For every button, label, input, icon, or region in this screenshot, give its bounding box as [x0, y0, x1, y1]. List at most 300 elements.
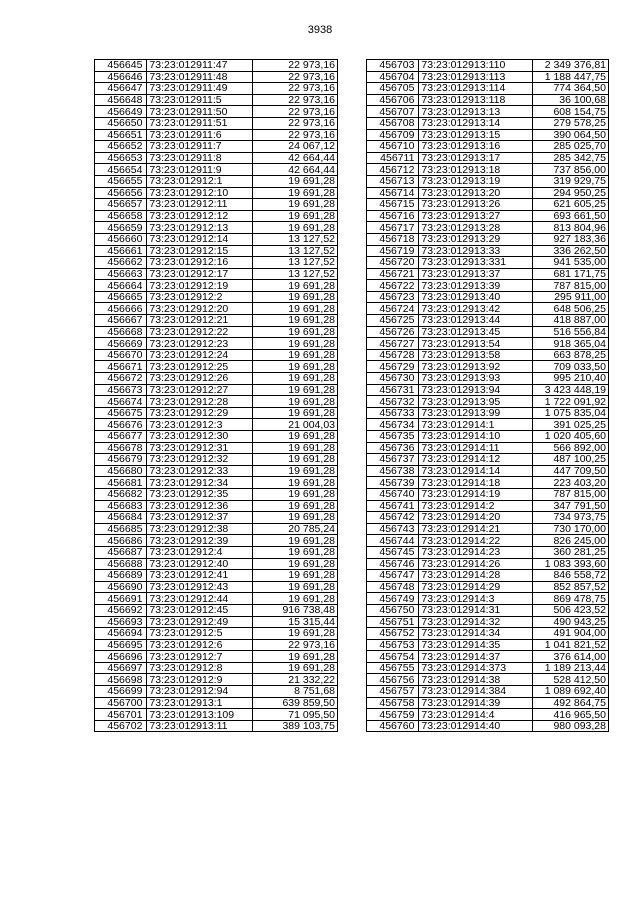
cadastral-number-cell: 73:23:012912:30 [147, 431, 253, 443]
cadastral-number-cell: 73:23:012914:3 [419, 593, 533, 605]
table-row [95, 83, 338, 95]
cadastral-number-cell: 73:23:012913:26 [419, 199, 533, 211]
value-cell: 19 691,28 [253, 546, 338, 558]
value-cell: 336 262,50 [533, 245, 609, 257]
table-row [95, 233, 338, 245]
value-cell: 21 004,03 [253, 419, 338, 431]
value-cell: 19 691,28 [253, 210, 338, 222]
table-row [95, 396, 338, 408]
cadastral-number-cell: 73:23:012912:45 [147, 604, 253, 616]
value-cell: 21 332,22 [253, 674, 338, 686]
record-number-cell: 456685 [95, 523, 147, 535]
cadastral-number-cell: 73:23:012912:13 [147, 222, 253, 234]
record-number-cell: 456659 [95, 222, 147, 234]
table-row [367, 546, 609, 558]
table-row [367, 210, 609, 222]
record-number-cell: 456674 [95, 396, 147, 408]
table-row [367, 373, 609, 385]
value-cell: 24 067,12 [253, 141, 338, 153]
value-cell: 869 478,75 [533, 593, 609, 605]
value-cell: 295 911,00 [533, 291, 609, 303]
record-number-cell: 456750 [367, 604, 419, 616]
value-cell: 19 691,28 [253, 326, 338, 338]
cadastral-number-cell: 73:23:012914:40 [419, 720, 533, 732]
record-number-cell: 456658 [95, 210, 147, 222]
record-number-cell: 456746 [367, 558, 419, 570]
value-cell: 663 878,25 [533, 349, 609, 361]
table-row [367, 697, 609, 709]
cadastral-number-cell: 73:23:012914:2 [419, 500, 533, 512]
table-row [95, 141, 338, 153]
cadastral-number-cell: 73:23:012913:1 [147, 697, 253, 709]
table-row [95, 419, 338, 431]
record-number-cell: 456701 [95, 709, 147, 721]
value-cell: 516 556,84 [533, 326, 609, 338]
cadastral-number-cell: 73:23:012913:14 [419, 117, 533, 129]
table-row [367, 581, 609, 593]
cadastral-number-cell: 73:23:012912:5 [147, 628, 253, 640]
table-row [95, 291, 338, 303]
cadastral-number-cell: 73:23:012912:3 [147, 419, 253, 431]
record-number-cell: 456734 [367, 419, 419, 431]
table-row [95, 465, 338, 477]
value-cell: 285 342,75 [533, 152, 609, 164]
table-row [95, 117, 338, 129]
record-number-cell: 456738 [367, 465, 419, 477]
record-number-cell: 456700 [95, 697, 147, 709]
value-cell: 19 691,28 [253, 303, 338, 315]
value-cell: 19 691,28 [253, 431, 338, 443]
record-number-cell: 456656 [95, 187, 147, 199]
record-number-cell: 456671 [95, 361, 147, 373]
record-number-cell: 456666 [95, 303, 147, 315]
cadastral-number-cell: 73:23:012913:45 [419, 326, 533, 338]
value-cell: 42 664,44 [253, 152, 338, 164]
table-row [367, 662, 609, 674]
value-cell: 813 804,96 [533, 222, 609, 234]
table-row [95, 639, 338, 651]
record-number-cell: 456680 [95, 465, 147, 477]
record-number-cell: 456752 [367, 628, 419, 640]
record-number-cell: 456683 [95, 500, 147, 512]
value-cell: 681 171,75 [533, 268, 609, 280]
record-number-cell: 456733 [367, 407, 419, 419]
cadastral-number-cell: 73:23:012913:99 [419, 407, 533, 419]
cadastral-number-cell: 73:23:012913:28 [419, 222, 533, 234]
record-number-cell: 456652 [95, 141, 147, 153]
cadastral-number-cell: 73:23:012911:6 [147, 129, 253, 141]
table-row [367, 349, 609, 361]
cadastral-number-cell: 73:23:012912:7 [147, 651, 253, 663]
value-cell: 19 691,28 [253, 558, 338, 570]
record-number-cell: 456669 [95, 338, 147, 350]
cadastral-number-cell: 73:23:012914:22 [419, 535, 533, 547]
value-cell: 1 089 692,40 [533, 686, 609, 698]
cadastral-number-cell: 73:23:012914:39 [419, 697, 533, 709]
value-cell: 8 751,68 [253, 686, 338, 698]
value-cell: 648 506,25 [533, 303, 609, 315]
value-cell: 490 943,25 [533, 616, 609, 628]
record-number-cell: 456699 [95, 686, 147, 698]
value-cell: 19 691,28 [253, 396, 338, 408]
table-row [95, 662, 338, 674]
record-number-cell: 456679 [95, 454, 147, 466]
table-row [95, 106, 338, 118]
table-row [367, 512, 609, 524]
table-row [367, 175, 609, 187]
cadastral-number-cell: 73:23:012911:8 [147, 152, 253, 164]
cadastral-number-cell: 73:23:012914:19 [419, 488, 533, 500]
record-number-cell: 456645 [95, 60, 147, 72]
table-row [367, 71, 609, 83]
cadastral-number-cell: 73:23:012913:94 [419, 384, 533, 396]
record-number-cell: 456651 [95, 129, 147, 141]
value-cell: 15 315,44 [253, 616, 338, 628]
cadastral-number-cell: 73:23:012913:18 [419, 164, 533, 176]
table-row [367, 60, 609, 72]
table-row [367, 523, 609, 535]
cadastral-number-cell: 73:23:012912:10 [147, 187, 253, 199]
value-cell: 391 025,25 [533, 419, 609, 431]
record-number-cell: 456664 [95, 280, 147, 292]
cadastral-number-cell: 73:23:012912:1 [147, 175, 253, 187]
record-number-cell: 456724 [367, 303, 419, 315]
table-row [95, 199, 338, 211]
cadastral-number-cell: 73:23:012912:24 [147, 349, 253, 361]
value-cell: 71 095,50 [253, 709, 338, 721]
record-number-cell: 456714 [367, 187, 419, 199]
value-cell: 737 856,00 [533, 164, 609, 176]
record-number-cell: 456753 [367, 639, 419, 651]
cadastral-number-cell: 73:23:012911:47 [147, 60, 253, 72]
cadastral-number-cell: 73:23:012914:32 [419, 616, 533, 628]
record-number-cell: 456747 [367, 570, 419, 582]
cadastral-number-cell: 73:23:012913:33 [419, 245, 533, 257]
cadastral-number-cell: 73:23:012913:331 [419, 257, 533, 269]
value-cell: 730 170,00 [533, 523, 609, 535]
value-cell: 787 815,00 [533, 488, 609, 500]
table-row [367, 291, 609, 303]
table-row [95, 535, 338, 547]
cadastral-number-cell: 73:23:012913:95 [419, 396, 533, 408]
table-row [95, 407, 338, 419]
record-number-cell: 456709 [367, 129, 419, 141]
record-number-cell: 456731 [367, 384, 419, 396]
cadastral-number-cell: 73:23:012911:51 [147, 117, 253, 129]
table-row [95, 500, 338, 512]
record-number-cell: 456682 [95, 488, 147, 500]
table-row [367, 268, 609, 280]
cadastral-number-cell: 73:23:012911:50 [147, 106, 253, 118]
cadastral-number-cell: 73:23:012912:26 [147, 373, 253, 385]
value-cell: 360 281,25 [533, 546, 609, 558]
record-number-cell: 456673 [95, 384, 147, 396]
cadastral-number-cell: 73:23:012914:21 [419, 523, 533, 535]
cadastral-number-cell: 73:23:012913:54 [419, 338, 533, 350]
record-number-cell: 456708 [367, 117, 419, 129]
value-cell: 19 691,28 [253, 500, 338, 512]
table-row [367, 396, 609, 408]
cadastral-number-cell: 73:23:012912:49 [147, 616, 253, 628]
value-cell: 22 973,16 [253, 83, 338, 95]
record-number-cell: 456722 [367, 280, 419, 292]
right-data-table [366, 59, 609, 732]
value-cell: 22 973,16 [253, 94, 338, 106]
cadastral-number-cell: 73:23:012913:113 [419, 71, 533, 83]
cadastral-number-cell: 73:23:012914:34 [419, 628, 533, 640]
cadastral-number-cell: 73:23:012912:6 [147, 639, 253, 651]
table-row [367, 233, 609, 245]
value-cell: 774 364,50 [533, 83, 609, 95]
record-number-cell: 456663 [95, 268, 147, 280]
value-cell: 13 127,52 [253, 257, 338, 269]
table-row [95, 373, 338, 385]
value-cell: 13 127,52 [253, 233, 338, 245]
cadastral-number-cell: 73:23:012914:14 [419, 465, 533, 477]
table-row [95, 60, 338, 72]
cadastral-number-cell: 73:23:012914:35 [419, 639, 533, 651]
cadastral-number-cell: 73:23:012912:40 [147, 558, 253, 570]
table-row [367, 222, 609, 234]
cadastral-number-cell: 73:23:012914:18 [419, 477, 533, 489]
record-number-cell: 456692 [95, 604, 147, 616]
table-row [95, 512, 338, 524]
record-number-cell: 456720 [367, 257, 419, 269]
cadastral-number-cell: 73:23:012912:14 [147, 233, 253, 245]
value-cell: 22 973,16 [253, 106, 338, 118]
table-row [367, 326, 609, 338]
table-row [367, 338, 609, 350]
table-row [95, 616, 338, 628]
table-row [95, 442, 338, 454]
table-row [95, 454, 338, 466]
cadastral-number-cell: 73:23:012912:28 [147, 396, 253, 408]
record-number-cell: 456739 [367, 477, 419, 489]
value-cell: 916 738,48 [253, 604, 338, 616]
cadastral-number-cell: 73:23:012913:37 [419, 268, 533, 280]
cadastral-number-cell: 73:23:012913:118 [419, 94, 533, 106]
record-number-cell: 456689 [95, 570, 147, 582]
table-row [95, 477, 338, 489]
record-number-cell: 456684 [95, 512, 147, 524]
value-cell: 13 127,52 [253, 268, 338, 280]
record-number-cell: 456649 [95, 106, 147, 118]
record-number-cell: 456668 [95, 326, 147, 338]
record-number-cell: 456737 [367, 454, 419, 466]
value-cell: 376 614,00 [533, 651, 609, 663]
record-number-cell: 456705 [367, 83, 419, 95]
table-row [367, 593, 609, 605]
cadastral-number-cell: 73:23:012914:20 [419, 512, 533, 524]
value-cell: 19 691,28 [253, 175, 338, 187]
record-number-cell: 456725 [367, 315, 419, 327]
table-row [367, 199, 609, 211]
value-cell: 22 973,16 [253, 129, 338, 141]
record-number-cell: 456678 [95, 442, 147, 454]
cadastral-number-cell: 73:23:012913:27 [419, 210, 533, 222]
value-cell: 19 691,28 [253, 291, 338, 303]
table-row [367, 616, 609, 628]
value-cell: 19 691,28 [253, 593, 338, 605]
value-cell: 491 904,00 [533, 628, 609, 640]
value-cell: 22 973,16 [253, 60, 338, 72]
value-cell: 2 349 376,81 [533, 60, 609, 72]
table-row [95, 558, 338, 570]
value-cell: 734 973,75 [533, 512, 609, 524]
value-cell: 223 403,20 [533, 477, 609, 489]
record-number-cell: 456660 [95, 233, 147, 245]
cadastral-number-cell: 73:23:012913:44 [419, 315, 533, 327]
cadastral-number-cell: 73:23:012912:11 [147, 199, 253, 211]
table-row [367, 454, 609, 466]
value-cell: 19 691,28 [253, 315, 338, 327]
value-cell: 22 973,16 [253, 639, 338, 651]
record-number-cell: 456662 [95, 257, 147, 269]
table-row [367, 709, 609, 721]
cadastral-number-cell: 73:23:012912:36 [147, 500, 253, 512]
value-cell: 13 127,52 [253, 245, 338, 257]
record-number-cell: 456655 [95, 175, 147, 187]
record-number-cell: 456676 [95, 419, 147, 431]
cadastral-number-cell: 73:23:012914:37 [419, 651, 533, 663]
table-row [95, 697, 338, 709]
table-row [367, 651, 609, 663]
record-number-cell: 456749 [367, 593, 419, 605]
record-number-cell: 456727 [367, 338, 419, 350]
record-number-cell: 456647 [95, 83, 147, 95]
cadastral-number-cell: 73:23:012913:16 [419, 141, 533, 153]
table-row [367, 639, 609, 651]
table-row [367, 280, 609, 292]
value-cell: 347 791,50 [533, 500, 609, 512]
value-cell: 285 025,70 [533, 141, 609, 153]
table-row [95, 570, 338, 582]
record-number-cell: 456657 [95, 199, 147, 211]
cadastral-number-cell: 73:23:012913:39 [419, 280, 533, 292]
record-number-cell: 456757 [367, 686, 419, 698]
cadastral-number-cell: 73:23:012914:373 [419, 662, 533, 674]
record-number-cell: 456698 [95, 674, 147, 686]
record-number-cell: 456691 [95, 593, 147, 605]
value-cell: 36 100,68 [533, 94, 609, 106]
cadastral-number-cell: 73:23:012912:32 [147, 454, 253, 466]
table-row [367, 558, 609, 570]
value-cell: 1 075 835,04 [533, 407, 609, 419]
record-number-cell: 456703 [367, 60, 419, 72]
value-cell: 1 041 821,52 [533, 639, 609, 651]
record-number-cell: 456760 [367, 720, 419, 732]
cadastral-number-cell: 73:23:012913:92 [419, 361, 533, 373]
table-row [95, 94, 338, 106]
value-cell: 1 189 213,44 [533, 662, 609, 674]
cadastral-number-cell: 73:23:012912:35 [147, 488, 253, 500]
value-cell: 294 950,25 [533, 187, 609, 199]
value-cell: 279 578,25 [533, 117, 609, 129]
record-number-cell: 456758 [367, 697, 419, 709]
record-number-cell: 456646 [95, 71, 147, 83]
cadastral-number-cell: 73:23:012912:41 [147, 570, 253, 582]
value-cell: 418 887,00 [533, 315, 609, 327]
record-number-cell: 456744 [367, 535, 419, 547]
value-cell: 787 815,00 [533, 280, 609, 292]
value-cell: 19 691,28 [253, 407, 338, 419]
record-number-cell: 456681 [95, 477, 147, 489]
record-number-cell: 456653 [95, 152, 147, 164]
record-number-cell: 456702 [95, 720, 147, 732]
table-row [367, 83, 609, 95]
value-cell: 1 083 393,60 [533, 558, 609, 570]
record-number-cell: 456713 [367, 175, 419, 187]
value-cell: 19 691,28 [253, 662, 338, 674]
record-number-cell: 456670 [95, 349, 147, 361]
value-cell: 941 535,00 [533, 257, 609, 269]
record-number-cell: 456740 [367, 488, 419, 500]
value-cell: 389 103,75 [253, 720, 338, 732]
table-row [367, 303, 609, 315]
table-row [95, 222, 338, 234]
value-cell: 19 691,28 [253, 199, 338, 211]
value-cell: 19 691,28 [253, 628, 338, 640]
record-number-cell: 456707 [367, 106, 419, 118]
cadastral-number-cell: 73:23:012913:11 [147, 720, 253, 732]
value-cell: 390 064,50 [533, 129, 609, 141]
cadastral-number-cell: 73:23:012914:12 [419, 454, 533, 466]
value-cell: 19 691,28 [253, 442, 338, 454]
table-row [95, 709, 338, 721]
table-row [367, 419, 609, 431]
table-row [367, 686, 609, 698]
table-row [95, 338, 338, 350]
cadastral-number-cell: 73:23:012912:37 [147, 512, 253, 524]
value-cell: 22 973,16 [253, 117, 338, 129]
table-row [367, 129, 609, 141]
value-cell: 19 691,28 [253, 465, 338, 477]
record-number-cell: 456712 [367, 164, 419, 176]
record-number-cell: 456751 [367, 616, 419, 628]
record-number-cell: 456716 [367, 210, 419, 222]
value-cell: 709 033,50 [533, 361, 609, 373]
table-row [367, 245, 609, 257]
cadastral-number-cell: 73:23:012913:19 [419, 175, 533, 187]
table-row [367, 628, 609, 640]
cadastral-number-cell: 73:23:012912:31 [147, 442, 253, 454]
table-row [95, 175, 338, 187]
value-cell: 506 423,52 [533, 604, 609, 616]
table-row [367, 570, 609, 582]
table-row [367, 477, 609, 489]
value-cell: 852 857,52 [533, 581, 609, 593]
record-number-cell: 456721 [367, 268, 419, 280]
cadastral-number-cell: 73:23:012912:22 [147, 326, 253, 338]
cadastral-number-cell: 73:23:012912:15 [147, 245, 253, 257]
cadastral-number-cell: 73:23:012912:29 [147, 407, 253, 419]
value-cell: 19 691,28 [253, 222, 338, 234]
record-number-cell: 456650 [95, 117, 147, 129]
cadastral-number-cell: 73:23:012913:40 [419, 291, 533, 303]
record-number-cell: 456718 [367, 233, 419, 245]
cadastral-number-cell: 73:23:012913:20 [419, 187, 533, 199]
table-row [367, 431, 609, 443]
cadastral-number-cell: 73:23:012912:27 [147, 384, 253, 396]
table-row [367, 141, 609, 153]
value-cell: 846 558,72 [533, 570, 609, 582]
cadastral-number-cell: 73:23:012912:43 [147, 581, 253, 593]
table-row [367, 407, 609, 419]
value-cell: 19 691,28 [253, 512, 338, 524]
record-number-cell: 456710 [367, 141, 419, 153]
table-row [367, 500, 609, 512]
record-number-cell: 456648 [95, 94, 147, 106]
